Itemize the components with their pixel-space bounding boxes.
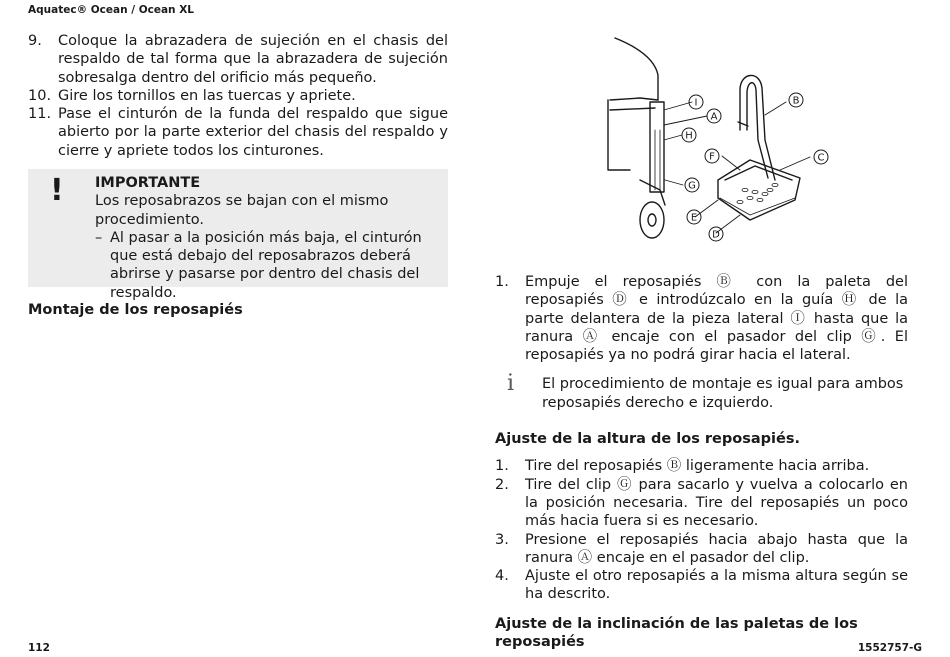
important-subitem-text: Al pasar a la posición más baja, el cinturón que está debajo del reposabrazos deberá abrirse y pasarse por dentro del chasis del respaldo. bbox=[110, 229, 422, 301]
mounting-steps-list bbox=[495, 273, 908, 364]
step-number: 2. bbox=[495, 476, 509, 493]
step-text: Empuje el reposapiés Ⓑ con la paleta del reposapiés Ⓓ e introdúzcalo en la guía Ⓗ de la parte delantera de la pieza lateral Ⓘ hasta que la ranura Ⓐ encaje con el pasador del clip Ⓖ. El reposapiés ya no podrá girar hacia el lateral. bbox=[525, 274, 908, 364]
label-d: D bbox=[712, 229, 720, 241]
list-item bbox=[495, 531, 908, 568]
step-text: Coloque la abrazadera de sujeción en el chasis del respaldo de tal forma que la abrazadera de sujeción sobresalga dentro del orificio más pequeño. bbox=[58, 33, 448, 86]
label-i: I bbox=[694, 97, 698, 109]
label-e: E bbox=[690, 212, 698, 224]
list-item bbox=[495, 273, 908, 364]
list-item bbox=[495, 476, 908, 531]
label-h: H bbox=[685, 130, 693, 142]
footrest-diagram bbox=[600, 30, 850, 255]
assembly-steps-list bbox=[28, 32, 448, 160]
step-number: 3. bbox=[495, 531, 509, 548]
important-text: Los reposabrazos se bajan con el mismo procedimiento. bbox=[95, 193, 389, 228]
step-number: 1. bbox=[495, 458, 509, 475]
info-note bbox=[495, 371, 908, 412]
label-f: F bbox=[709, 151, 715, 163]
height-steps-list bbox=[495, 457, 908, 603]
footrest-illustration bbox=[600, 30, 850, 255]
step-text: Tire del clip Ⓖ para sacarlo y vuelva a colocarlo en la posición necesaria. Tire del reposapiés un poco más hacia fuera si es necesario. bbox=[525, 476, 908, 530]
step-number: 11. bbox=[28, 106, 52, 123]
important-subitem bbox=[95, 229, 440, 302]
important-notice-body bbox=[95, 174, 440, 302]
step-text: Tire del reposapiés Ⓑ ligeramente hacia arriba. bbox=[525, 458, 870, 475]
page-number: 112 bbox=[28, 642, 50, 654]
step-number: 9. bbox=[28, 33, 42, 49]
label-a: A bbox=[710, 111, 718, 123]
important-title: IMPORTANTE bbox=[95, 175, 201, 191]
right-column bbox=[495, 273, 908, 651]
section-heading-height: Ajuste de la altura de los reposapiés. bbox=[495, 431, 800, 448]
running-header: Aquatec® Ocean / Ocean XL bbox=[28, 4, 194, 16]
step-text: Gire los tornillos en las tuercas y apriete. bbox=[58, 87, 356, 104]
step-number: 10. bbox=[28, 87, 52, 104]
warning-exclamation-icon: ! bbox=[50, 173, 64, 208]
info-note-text: El procedimiento de montaje es igual para ambos reposapiés derecho e izquierdo. bbox=[542, 376, 904, 411]
dash-bullet: – bbox=[95, 229, 103, 246]
document-id: 1552757-G bbox=[857, 642, 922, 654]
step-text: Pase el cinturón de la funda del respaldo que sigue abierto por la parte exterior del chasis del respaldo y cierre y apriete todos los cinturones. bbox=[58, 106, 448, 159]
step-number: 1. bbox=[495, 274, 509, 290]
label-b: B bbox=[792, 95, 800, 107]
step-number: 4. bbox=[495, 568, 509, 585]
important-notice-box bbox=[28, 169, 448, 301]
left-column bbox=[28, 32, 448, 160]
frame-line bbox=[615, 38, 658, 100]
list-item bbox=[495, 457, 908, 475]
list-item bbox=[28, 87, 448, 105]
step-text: Presione el reposapiés hacia abajo hasta que la ranura Ⓐ encaje en el pasador del clip. bbox=[525, 531, 908, 566]
section-heading-incline: Ajuste de la inclinación de las paletas de los reposapiés bbox=[495, 615, 858, 651]
list-item bbox=[28, 32, 448, 87]
list-item bbox=[495, 567, 908, 604]
info-icon: i bbox=[507, 371, 515, 397]
label-g: G bbox=[688, 180, 696, 192]
section-heading-mounting: Montaje de los reposapiés bbox=[28, 302, 243, 318]
step-text: Ajuste el otro reposapiés a la misma altura según se ha descrito. bbox=[525, 568, 908, 603]
list-item bbox=[28, 105, 448, 160]
label-c: C bbox=[817, 152, 825, 164]
